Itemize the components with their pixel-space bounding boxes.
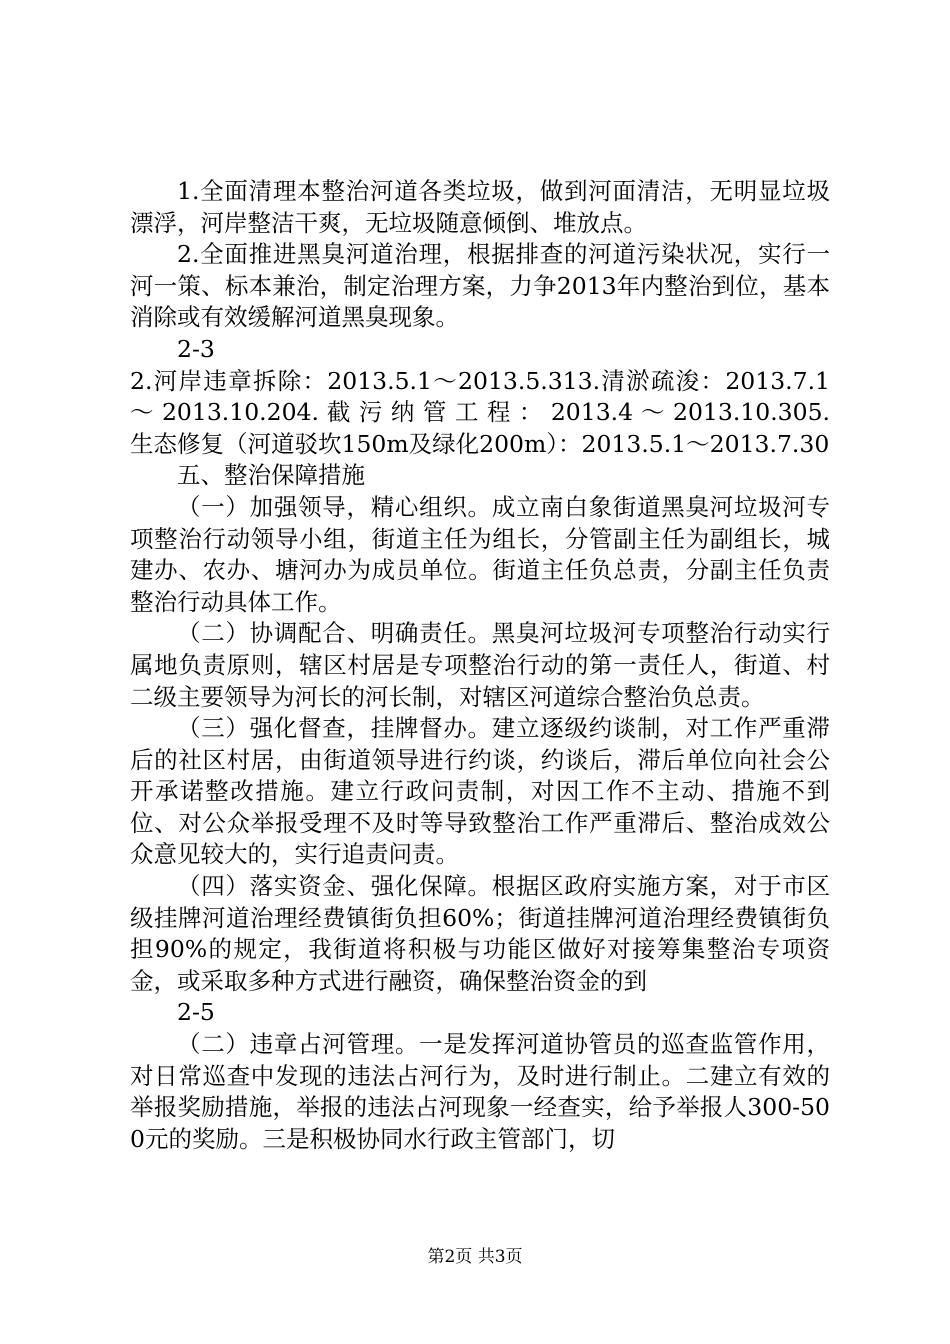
page-marker: 2-5 [177,998,215,1027]
page-footer: 第2页 共3页 [427,1247,523,1267]
measure-paragraph-4: （四）落实资金、强化保障。根据区政府实施方案，对于市区级挂牌河道治理经费镇街负担60%；街道挂牌河道治理经费镇街负担90%的规定，我街道将积极与功能区做好对接筹集整治专项资金，或采取多种方式进行融资，确保整治资金的到 [130,872,830,995]
goal-paragraph-1: 1.全面清理本整治河道各类垃圾，做到河面清洁，无明显垃圾漂浮，河岸整洁干爽，无垃圾随意倾倒、堆放点。 [130,177,830,237]
document-body [130,176,830,1155]
measure-paragraph-1: （一）加强领导，精心组织。成立南白象街道黑臭河垃圾河专项整治行动领导小组，街道主任为组长，分管副主任为副组长，城建办、农办、塘河办为成员单位。街道主任负总责，分副主任负责整治行动具体工作。 [130,492,830,616]
goal-paragraph-2: 2.全面推进黑臭河道治理，根据排查的河道污染状况，实行一河一策、标本兼治，制定治理方案，力争2013年内整治到位，基本消除或有效缓解河道黑臭现象。 [130,240,830,332]
schedule-paragraph: 2.河岸违章拆除：2013.5.1～2013.5.313.清淤疏浚：2013.7.1 ～ 2013.10.204. 截 污 纳 管 工 程 ： 2013.4 ～ 2013.10.305.生态修复（河道驳坎150m及绿化200m）：2013.5.1～2013.7.30 [130,366,830,458]
section-heading: 五、整治保障措施 [177,461,365,490]
page-marker: 2-3 [177,334,215,363]
measure-paragraph-2: （二）协调配合、明确责任。黑臭河垃圾河专项整治行动实行属地负责原则，辖区村居是专项整治行动的第一责任人，街道、村二级主要领导为河长的河长制，对辖区河道综合整治负总责。 [130,619,830,711]
river-occupation-paragraph: （二）违章占河管理。一是发挥河道协管员的巡查监管作用，对日常巡查中发现的违法占河行为，及时进行制止。二建立有效的举报奖励措施，举报的违法占河现象一经查实，给予举报人300-500元的奖励。三是积极协同水行政主管部门，切 [130,1030,830,1153]
measure-paragraph-3: （三）强化督查，挂牌督办。建立逐级约谈制，对工作严重滞后的社区村居，由街道领导进行约谈，约谈后，滞后单位向社会公开承诺整改措施。建立行政问责制，对因工作不主动、措施不到位、对公众举报受理不及时等导致整治工作严重滞后、整治成效公众意见较大的，实行追责问责。 [130,714,830,869]
